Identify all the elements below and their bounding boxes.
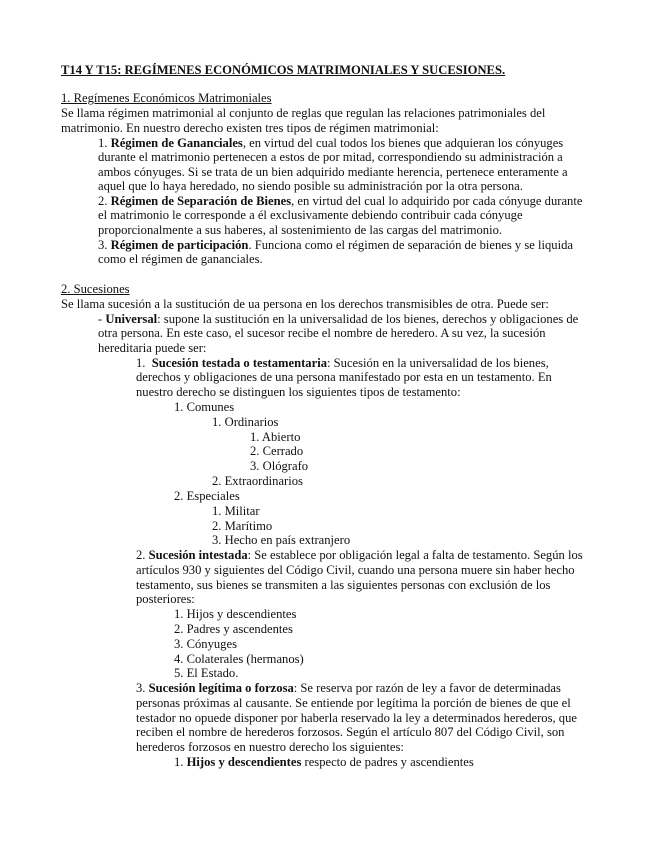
list-item: 1. Hijos y descendientes <box>174 607 297 621</box>
paragraph-line: aquel que lo haya heredado, no siendo posible su administración por la otra persona. <box>98 179 523 193</box>
paragraph-line: artículos 930 y siguientes del Código Civil, cuando una persona muere sin haber hecho <box>136 563 575 577</box>
paragraph-line: el matrimonio le corresponde a él exclusivamente debiendo contribuir cada cónyuge <box>98 208 523 222</box>
paragraph-line: derechos y obligaciones de una persona manifestado por esta en un testamento. En <box>136 370 552 384</box>
paragraph-line: Se llama régimen matrimonial al conjunto de reglas que regulan las relaciones patrimoniales del <box>61 106 546 120</box>
paragraph-line: personas próximas al causante. Se entiende por legítima la porción de bienes de que el <box>136 696 571 710</box>
paragraph-line: Se llama sucesión a la sustitución de ua persona en los derechos transmisibles de otra. Puede ser: <box>61 297 549 311</box>
paragraph-line: testador no opuede disponer por haberla reservado la ley a determinados herederos, que <box>136 711 577 725</box>
section-heading-sucesiones: 2. Sucesiones <box>61 282 130 296</box>
list-item-gananciales: 1. Régimen de Gananciales, en virtud del cual todos los bienes que adquieran los cónyuges <box>98 136 564 150</box>
list-item: 2. Padres y ascendentes <box>174 622 293 636</box>
list-item-testada: 1. Sucesión testada o testamentaria: Sucesión en la universalidad de los bienes, <box>136 356 549 370</box>
paragraph-line: durante el matrimonio pertenecen a estos de por mitad, correspondiendo su administración a <box>98 150 563 164</box>
paragraph-line: herederos forzosos en nuestro derecho los siguientes: <box>136 740 404 754</box>
list-item-legitima: 3. Sucesión legítima o forzosa: Se reserva por razón de ley a favor de determinadas <box>136 681 561 695</box>
section-heading-regimenes: 1. Regímenes Económicos Matrimoniales <box>61 91 272 105</box>
list-item: 5. El Estado. <box>174 666 239 680</box>
paragraph-line: proporcionalmente a sus haberes, al sostenimiento de las cargas del matrimonio. <box>98 223 503 237</box>
list-item-participacion: 3. Régimen de participación. Funciona como el régimen de separación de bienes y se liquida <box>98 238 573 252</box>
paragraph-line: ambos cónyuges. Si se trata de un bien adquirido mediante herencia, pertenece enteramente a <box>98 165 568 179</box>
list-item-universal: - Universal: supone la sustitución en la universalidad de los bienes, derechos y obligaciones de <box>98 312 579 326</box>
paragraph-line: nuestro derecho se distinguen los siguientes tipos de testamento: <box>136 385 461 399</box>
list-item-separacion: 2. Régimen de Separación de Bienes, en virtud del cual lo adquirido por cada cónyuge durante <box>98 194 583 208</box>
document-title: T14 Y T15: REGÍMENES ECONÓMICOS MATRIMONIALES Y SUCESIONES. <box>61 63 506 77</box>
list-item: 3. Cónyuges <box>174 637 237 651</box>
paragraph-line: matrimonio. En nuestro derecho existen tres tipos de régimen matrimonial: <box>61 121 439 135</box>
list-item-comunes: 1. Comunes <box>174 400 235 414</box>
list-item-intestada: 2. Sucesión intestada: Se establece por obligación legal a falta de testamento. Según los <box>136 548 583 562</box>
list-item-especiales: 2. Especiales <box>174 489 240 503</box>
list-item: 4. Colaterales (hermanos) <box>174 652 304 666</box>
list-item: 2. Marítimo <box>212 519 273 533</box>
list-item-extraordinarios: 2. Extraordinarios <box>212 474 303 488</box>
list-item: 3. Hecho en país extranjero <box>212 533 351 547</box>
paragraph-line: hereditaria puede ser: <box>98 341 207 355</box>
list-item-ordinarios: 1. Ordinarios <box>212 415 279 429</box>
list-item: 1. Abierto <box>250 430 301 444</box>
paragraph-line: posteriores: <box>136 592 195 606</box>
paragraph-line: como el régimen de gananciales. <box>98 252 263 266</box>
list-item: 1. Militar <box>212 504 260 518</box>
paragraph-line: otra persona. En este caso, el sucesor recibe el nombre de heredero. A su vez, la sucesión <box>98 326 546 340</box>
list-item: 3. Ológrafo <box>250 459 309 473</box>
list-item: 2. Cerrado <box>250 444 304 458</box>
paragraph-line: testamento, sus bienes se transmiten a las siguientes personas con exclusión de los <box>136 578 551 592</box>
list-item-hijos: 1. Hijos y descendientes respecto de padres y ascendientes <box>174 755 474 769</box>
paragraph-line: reciben el nombre de herederos forzosos. Según el artículo 807 del Código Civil, son <box>136 725 565 739</box>
